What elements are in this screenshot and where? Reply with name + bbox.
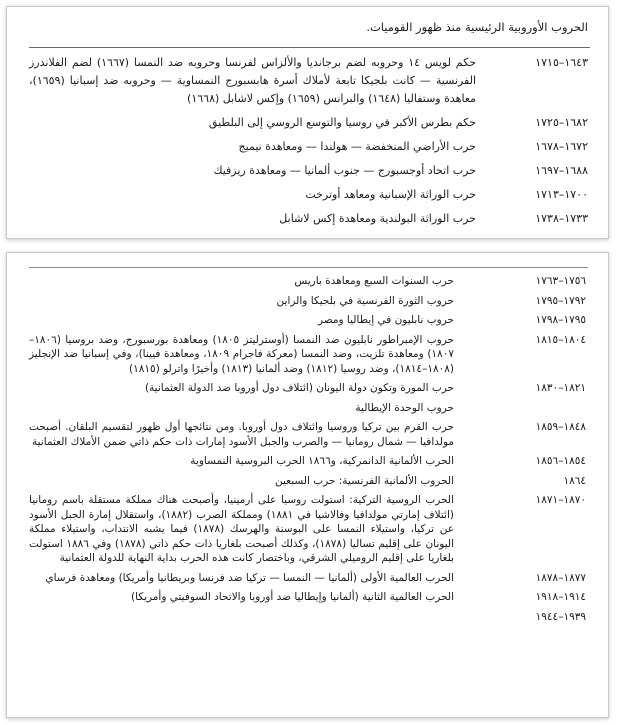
table-row xyxy=(29,186,590,204)
years-cell: ١٩٣٩–١٩٤٤ xyxy=(535,610,586,623)
table-row xyxy=(29,610,588,625)
event-cell: حرب السنوات السبع ومعاهدة باريس xyxy=(294,275,454,287)
event-cell: حرب الوراثة البولندية ومعاهدة إكس لاشابل xyxy=(279,212,476,225)
event-cell: حرب الوراثة الإسبانية ومعاهد أوترخت xyxy=(305,188,476,201)
divider xyxy=(29,267,588,268)
event-cell: حرب القرم بين تركيا وروسيا وائتلاف دول أوروبا. ومن نتائجها أول ظهور لتقسيم البلقان. أصبحت مولدافيا — شمال رومانيا — والصرب والجبل الأسود إمارات ذات حكم ذاتي ضمن الأملاك العثمانية xyxy=(29,421,454,448)
years-cell: ١٧٣٣–١٧٣٨ xyxy=(535,212,588,225)
event-cell: الحرب العالمية الثانية (ألمانيا وإيطاليا ضد أوروبا والاتحاد السوفيتي وأمريكا) xyxy=(131,591,454,603)
event-cell: حرب الأراضي المنخفضة — هولندا — ومعاهدة نيميج xyxy=(238,140,476,153)
divider xyxy=(29,47,590,48)
table-row xyxy=(29,274,588,289)
years-cell: ١٨٧٠–١٨٧١ xyxy=(535,494,586,506)
event-cell: حكم بطرس الأكبر في روسيا والتوسع الروسي إلى البلطيق xyxy=(208,116,476,129)
event-cell: الحرب الروسية التركية: استولت روسيا على أرمينيا، وأصبحت هناك مملكة مستقلة باسم رومانيا (ائتلاف إمارتي مولدافيا وفالاشيا في ١٨٨١) ومملكة الصرب (١٨٨٢)، واستقلال إمارة الجبل الأسود عن تركيا، واستيلاء النمسا على البوسنة والهرسك (١٨٧٨) فيما يشبه الانتداب، واستيلاء مملكة اليونان على إقليم تساليا (١٨٧٨)، وكذلك أصبحت بلغاريا ذات حكم ذاتي (١٨٧٨) وفي ١٨٨٦ استولت بلغاريا على إقليم الروميلي الشرقي، وباختصار كانت هذه الحرب بداية النهاية للدولة العثمانية xyxy=(29,494,455,564)
table-row xyxy=(29,114,590,132)
event-cell: حروب الثورة الفرنسية في بلجيكا والراين xyxy=(276,294,454,307)
years-cell: ١٧٥٦–١٧٦٣ xyxy=(535,275,586,287)
table-row xyxy=(29,162,590,180)
event-cell: حرب المورة وتكون دولة اليونان (ائتلاف دول أوروبا ضد الدولة العثمانية) xyxy=(144,382,454,394)
table-row xyxy=(29,333,588,377)
table-row xyxy=(29,454,588,469)
years-cell: ١٦٨٨–١٦٩٧ xyxy=(535,164,588,177)
event-cell: الحرب الألمانية الدانمركية، و١٨٦٦ الحرب البروسية النمساوية xyxy=(190,455,454,467)
event-cell: حرب اتحاد أوجسبورج — جنوب ألمانيا — ومعاهدة ريزفيك xyxy=(213,164,476,177)
page-title: الحروب الأوروبية الرئيسية منذ ظهور القوميات. xyxy=(366,20,588,34)
years-cell: ١٨٢١–١٨٣٠ xyxy=(535,382,586,394)
years-cell: ١٨٧٧–١٨٧٨ xyxy=(535,571,586,584)
event-cell: حكم لويس ١٤ وحروبه لضم برجانديا والألزاس لفرنسا وحروبه ضد النمسا (١٦٦٧) لضم الفلاندرز الفرنسية — كانت بلجيكا تابعة لأملاك أسرة هابسبورج النمساوية — وحروبه ضد إسبانيا (١٦٥٩)، معاهدة وستفاليا (١٦٤٨) والبرانس (١٦٥٩) وإكس لاشابل (١٦٦٨) xyxy=(29,56,476,105)
table-card-1 xyxy=(6,6,609,239)
years-cell: ١٧٠٠–١٧١٣ xyxy=(535,188,588,201)
event-cell: حروب الإمبراطور نابليون ضد النمسا (أوسترليتز ١٨٠٥) ومعاهدة بورسبورج، وضد بروسيا (١٨٠٦–١٨٠٧) ومعاهدة تلزيت، وضد النمسا (معركة فاجرام ١٨٠٩، ومعاهدة فيينا)، وفي إسبانيا ضد الإنجليز (١٨٠٨–١٨١٤)، وضد روسيا (١٨١٢) وضد ألمانيا (١٨١٣) وأخيرًا واترلو (١٨١٥) xyxy=(29,333,454,375)
years-cell: ١٦٨٢–١٧٢٥ xyxy=(535,116,588,129)
table-row xyxy=(29,54,590,108)
table-row xyxy=(29,313,588,328)
years-cell: ١٨٠٤–١٨١٥ xyxy=(535,333,586,346)
event-cell: الحروب الألمانية الفرنسية: حرب السبعين xyxy=(275,474,454,487)
years-cell: ١٨٦٤ xyxy=(563,474,586,487)
years-cell: ١٨٤٨–١٨٥٩ xyxy=(535,421,586,433)
event-cell: حروب الوحدة الإيطالية xyxy=(355,401,454,414)
table-row xyxy=(29,590,588,605)
years-cell: ١٧٩٥–١٧٩٨ xyxy=(535,314,586,326)
years-cell: ١٦٤٣–١٧١٥ xyxy=(535,56,588,69)
table-body xyxy=(29,274,588,624)
years-cell: ١٩١٤–١٩١٨ xyxy=(535,591,586,603)
event-cell: حروب نابليون في إيطاليا ومصر xyxy=(318,314,454,326)
table-row xyxy=(29,294,588,309)
event-cell: الحرب العالمية الأولى (ألمانيا — النمسا — تركيا ضد فرنسا وبريطانيا وأمريكا) ومعاهدة فرساي xyxy=(45,571,454,584)
table-card-2 xyxy=(6,252,609,718)
table-body xyxy=(29,54,590,228)
table-row xyxy=(29,138,590,156)
years-cell: ١٦٧٢–١٦٧٨ xyxy=(535,140,588,153)
table-row xyxy=(29,571,588,586)
table-row xyxy=(29,420,588,449)
table-row xyxy=(29,401,588,416)
years-cell: ١٨٥٤–١٨٥٦ xyxy=(535,455,586,467)
table-row xyxy=(29,381,588,396)
table-row xyxy=(29,210,590,228)
years-cell: ١٧٩٢–١٧٩٥ xyxy=(535,294,586,307)
table-row xyxy=(29,474,588,489)
table-row xyxy=(29,493,588,566)
